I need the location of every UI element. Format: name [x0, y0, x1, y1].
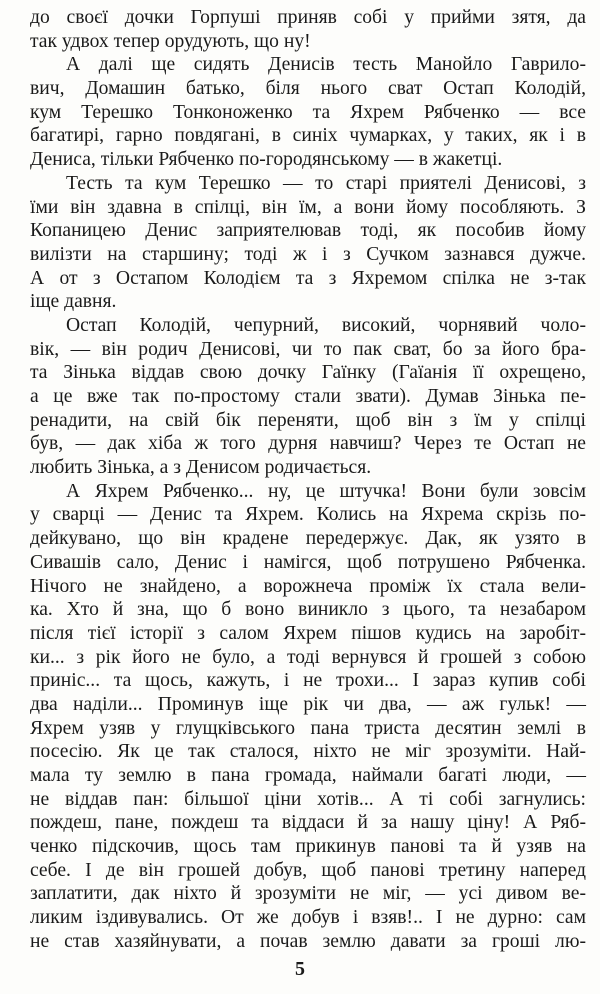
text-line: Яхрем узяв у глущківського пана триста десятин землі в [30, 717, 586, 739]
text-line: так удвох тепер орудують, що ну! [30, 30, 311, 52]
text-line: пождеш, пане, пождеш та віддаси й за нашу ціну! А Ряб- [30, 812, 586, 834]
text-line: вік, — він родич Денисові, чи то пак сват, бо за його бра- [30, 338, 586, 360]
text-line: любить Зінька, а з Денисом родичається. [30, 457, 372, 479]
text-line: не віддав пан: більшої ціни хотів... А ті собі загнулись: [30, 788, 586, 810]
text-line: два наділи... Проминув іще рік чи два, — аж гульк! — [30, 693, 586, 715]
text-line: вилізти на старшину; тоді ж і з Сучком зазнався дужче. [30, 243, 586, 265]
text-line: заплатити, дак ніхто й зрозуміти не міг, — усі дивом ве- [30, 883, 586, 905]
text-line: ренадити, на свій бік переняти, щоб він з їм у спілці [30, 409, 586, 431]
paragraph-first-line: Тесть та кум Терешко — то старі приятелі Денисові, з [66, 172, 586, 194]
paragraph-first-line: А Яхрем Рябченко... ну, це штучка! Вони були зовсім [66, 480, 586, 502]
text-line: Дениса, тільки Рябченко по-городянському — в жакетці. [30, 149, 503, 171]
text-line: посесію. Як це так сталося, ніхто не міг зрозуміти. Най- [30, 741, 586, 763]
text-line: Копаницею Денис заприятелював тоді, як пособив йому [30, 220, 586, 242]
text-line: ликим іздивувались. От же добув і взяв!.. І не дурно: сам [30, 907, 586, 929]
text-line: їми він здавна в спілці, він їм, а вони йому пособляють. З [30, 196, 586, 218]
text-line: дейкувано, що він крадене передержує. Дак, як узято в [30, 528, 586, 550]
text-line: приніс... та щось, кажуть, і не трохи... І зараз купив собі [30, 670, 586, 692]
text-line: ки... з рік його не було, а тоді вернувся й грошей з собою [30, 646, 586, 668]
text-line: мала ту землю в пана громада, наймали багаті люди, — [30, 765, 586, 786]
text-line: кум Терешко Тонконоженко та Яхрем Рябченко — все [30, 101, 586, 123]
text-line: ка. Хто й зна, що б воно виникло з цього, та незабаром [30, 599, 586, 621]
text-line: іще давня. [30, 291, 117, 313]
text-line: а це вже так по-простому стали звати). Думав Зінька пе- [30, 386, 586, 407]
text-line: до своєї дочки Горпуші приняв собі у прийми зятя, да [30, 7, 586, 28]
text-line: після тієї історії з салом Яхрем пішов кудись на заробіт- [30, 622, 586, 644]
page-body-text [30, 6, 586, 954]
page-number: 5 [295, 958, 305, 980]
text-line: не став хазяйнувати, а почав землю давати за гроші лю- [30, 930, 586, 952]
text-line: був, — дак хіба ж того дурня навчиш? Через те Остап не [30, 433, 586, 455]
text-line: ченко підскочив, щось там прикинув панові та й узяв на [30, 836, 586, 858]
text-line: багатирі, гарно повдягані, в синіх чумарках, у таких, як і в [30, 125, 586, 147]
text-line: Нічого не знайдено, а ворожнеча проміж їх стала вели- [30, 575, 586, 597]
text-line: та Зінька віддав свою дочку Гаїнку (Гаїанія її охрещено, [30, 362, 586, 384]
text-line: Сивашів сало, Денис і намігся, щоб потрушено Рябченка. [30, 551, 586, 573]
text-line: вич, Домашин батько, біля нього сват Остап Колодій, [30, 78, 586, 100]
text-line: у сварці — Денис та Яхрем. Колись на Яхрема скрізь по- [30, 504, 586, 526]
paragraph-first-line: А далі ще сидять Денисів тесть Манойло Гаврило- [66, 54, 586, 76]
text-line: себе. І де він грошей добув, щоб панові третину наперед [30, 859, 586, 881]
text-line: А от з Остапом Колодієм та з Яхремом спілка не з-так [30, 267, 586, 289]
paragraph-first-line: Остап Колодій, чепурний, високий, чорнявий чоло- [66, 314, 586, 336]
